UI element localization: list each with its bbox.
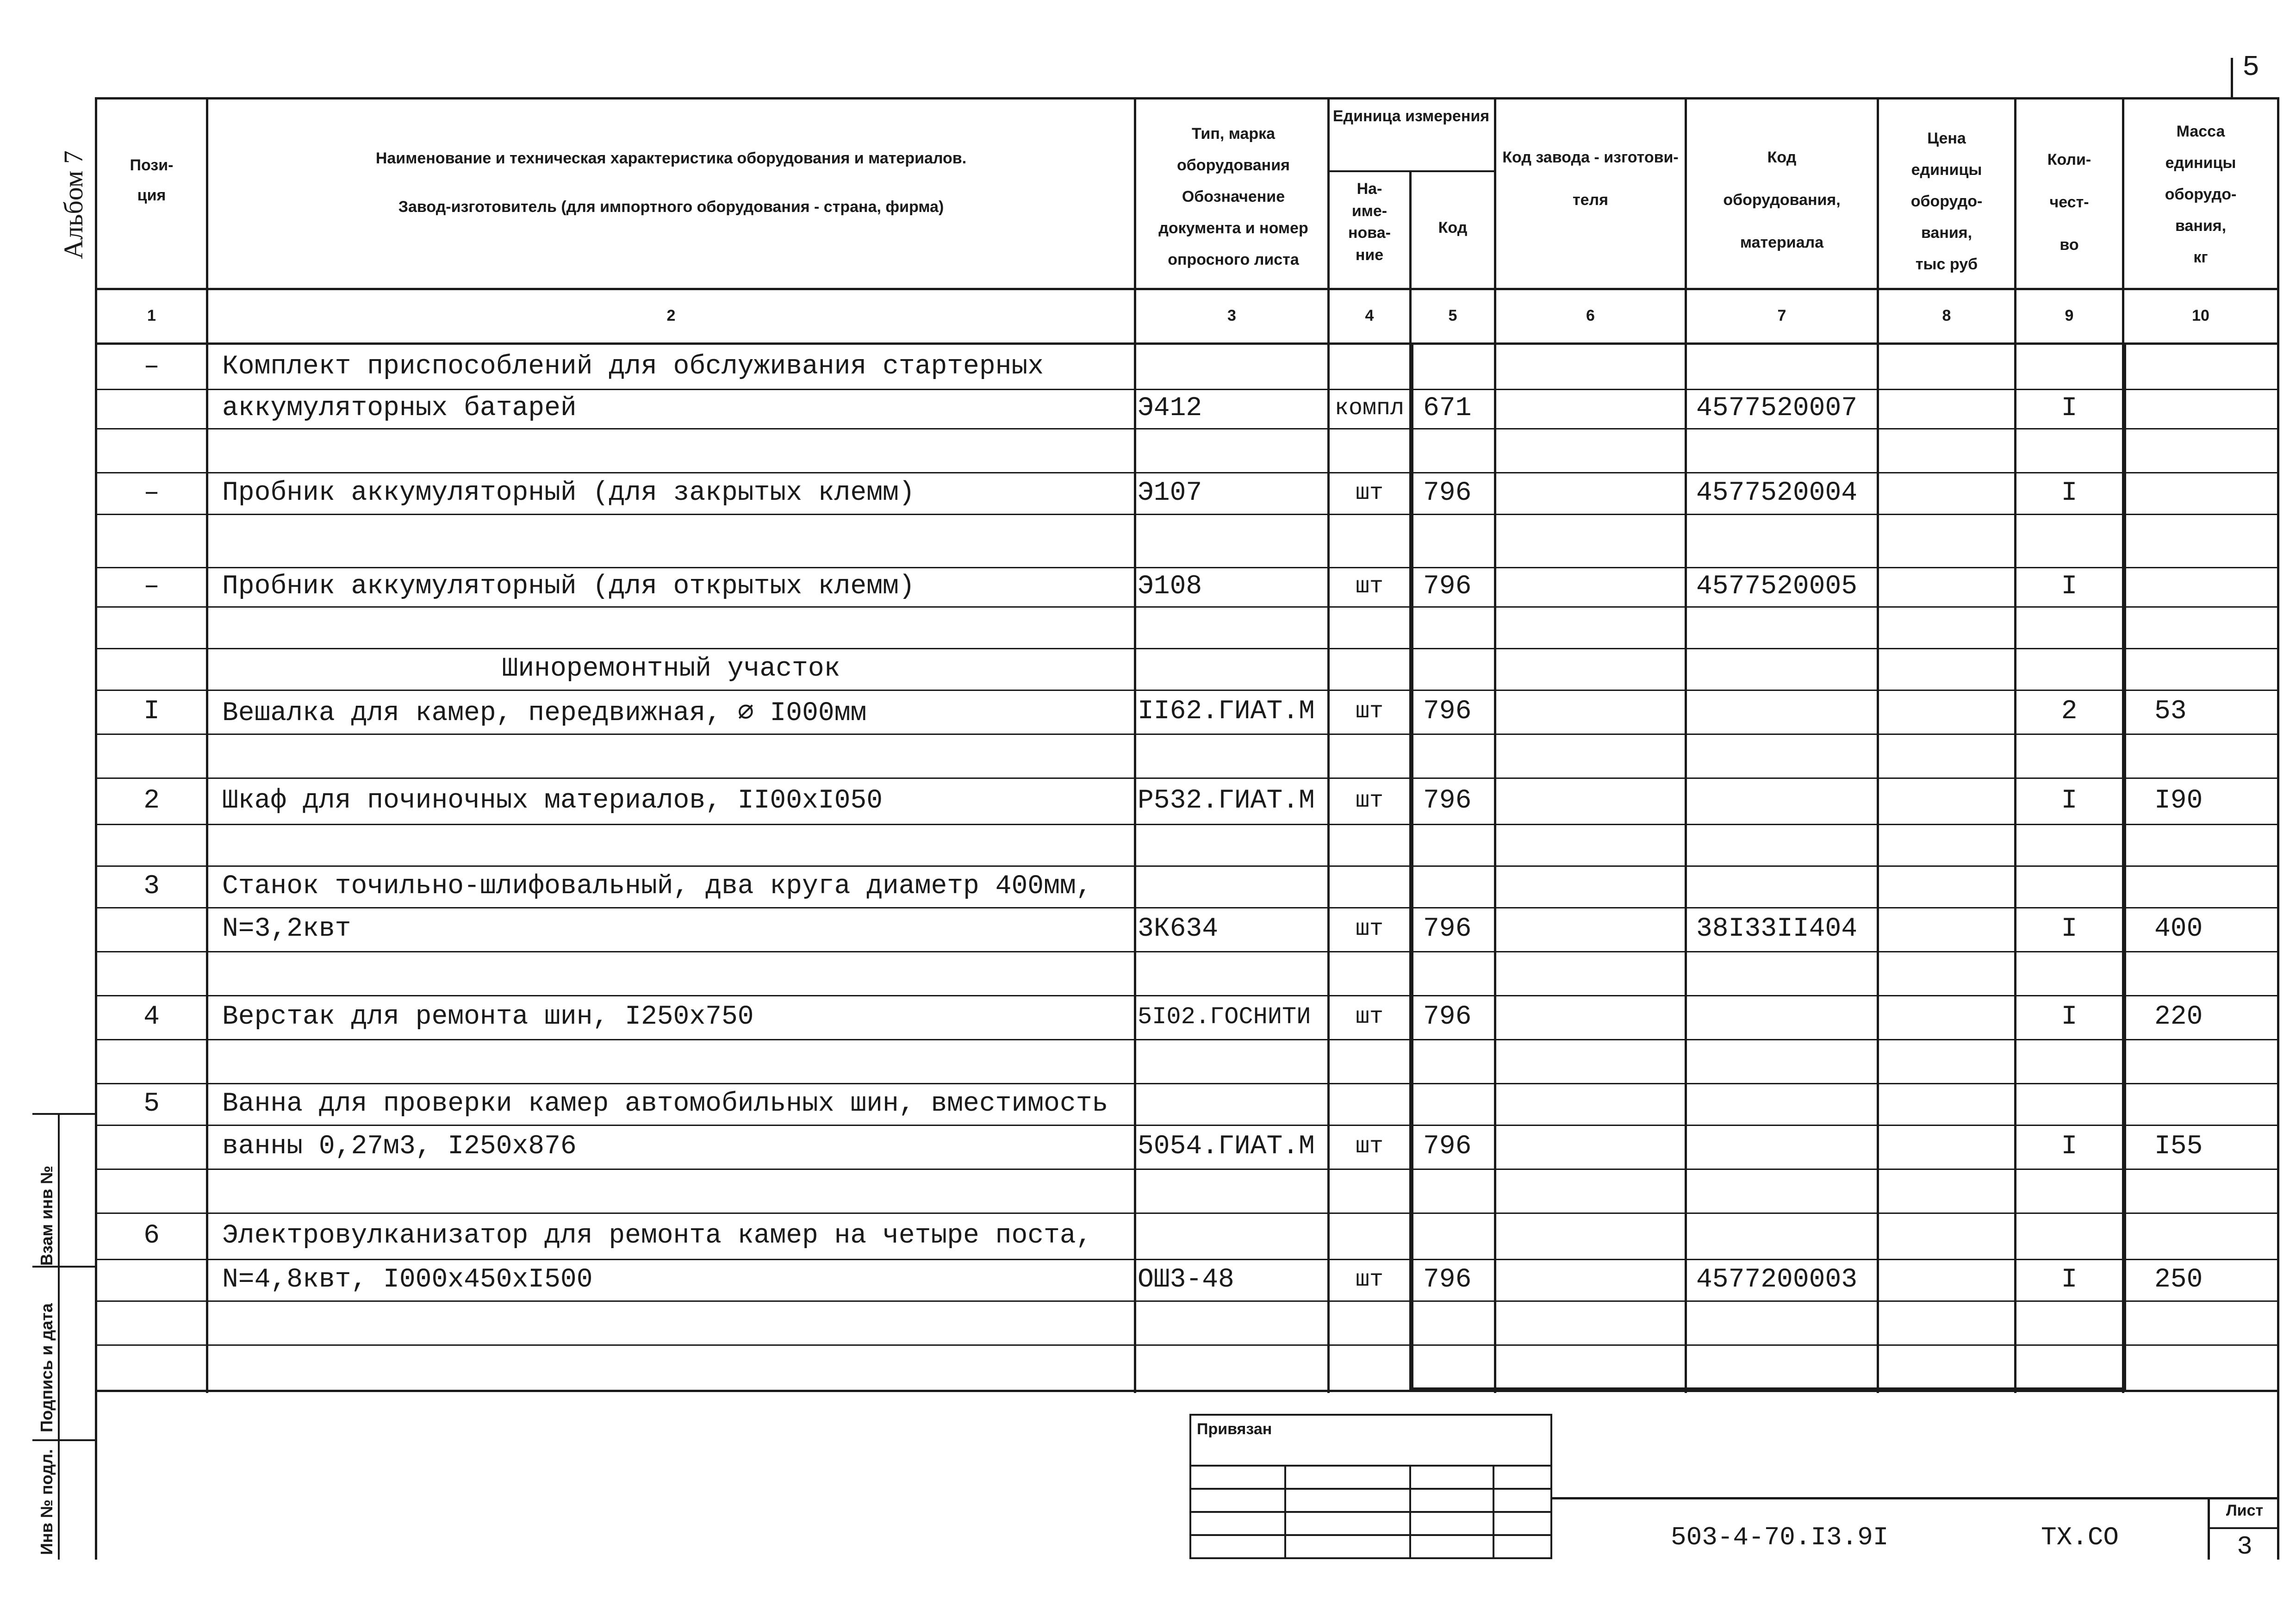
row-separator-pos (95, 824, 206, 825)
cell-pos: I (143, 696, 160, 727)
body-bottom-line (95, 1390, 2279, 1392)
col-sep-7 (1877, 97, 1879, 1393)
album-label: Альбом 7 (58, 150, 88, 259)
cell-code: 796 (1423, 478, 1472, 508)
cell-equip_code (1696, 777, 1877, 824)
cell-equip_code: 4577200003 (1696, 1264, 1858, 1295)
col-sep-6 (1685, 97, 1687, 1393)
row-separator (206, 951, 2279, 952)
cell-mass: 53 (2154, 696, 2187, 727)
cell-pos: 3 (143, 871, 160, 902)
side-line-1 (32, 1113, 97, 1115)
hdr-price: Цена единицы оборудо- вания, тыс руб (1910, 130, 1983, 273)
cell-type: Э412 (1138, 393, 1202, 423)
cell-mass (2154, 865, 2277, 907)
cell-equip_code (1696, 995, 1877, 1039)
frame-right (2277, 97, 2279, 1560)
thick-right (2122, 342, 2126, 1392)
row-separator (206, 1344, 2279, 1346)
cell-code: 796 (1423, 1132, 1472, 1162)
cell-name: Пробник аккумуляторный (для закрытых клемм) (222, 478, 915, 508)
cell-unit: шт (1355, 1004, 1383, 1030)
cell-price (1879, 472, 2014, 514)
row-separator (206, 734, 2279, 735)
colnum-8: 8 (1942, 307, 1951, 324)
sheet-line (2208, 1527, 2279, 1529)
frame-top (95, 97, 2279, 99)
cell-pos: 5 (143, 1088, 160, 1119)
cell-factory (1496, 690, 1685, 734)
col-sep-3 (1327, 97, 1330, 1393)
cell-factory (1496, 389, 1685, 428)
hdr-equip-code: Код оборудования, материала (1723, 149, 1841, 251)
cell-price (1879, 865, 2014, 907)
cell-mass: I90 (2154, 785, 2203, 816)
cell-price (1879, 648, 2014, 690)
row-separator-pos (95, 606, 206, 608)
cell-equip_code (1696, 865, 1877, 907)
cell-type (1138, 1083, 1327, 1125)
hdr-type: Тип, марка оборудования Обозначение документа и номер опросного листа (1158, 125, 1308, 268)
cell-equip_code (1696, 1213, 1877, 1259)
cell-factory (1496, 865, 1685, 907)
cell-qty: I (2061, 393, 2078, 423)
cell-unit: шт (1355, 479, 1383, 506)
cell-price (1879, 995, 2014, 1039)
colnum-3: 3 (1227, 307, 1236, 324)
cell-name: Электровулканизатор для ремонта камер на четыре поста, (222, 1220, 1092, 1251)
cell-code: 796 (1423, 1002, 1472, 1032)
cell-name: Вешалка для камер, передвижная, ∅ I000мм (222, 698, 867, 728)
cell-factory (1496, 995, 1685, 1039)
cell-code: 796 (1423, 1264, 1472, 1295)
cell-factory (1496, 1259, 1685, 1300)
page-number: 5 (2242, 51, 2260, 84)
cell-name: Шкаф для починочных материалов, II00xI050 (222, 785, 883, 816)
cell-factory (1496, 1213, 1685, 1259)
cell-code: 671 (1423, 393, 1472, 423)
colnum-5: 5 (1448, 307, 1457, 324)
cell-type: II62.ГИАТ.М (1138, 696, 1315, 727)
header-bottom-line (95, 288, 2279, 290)
row-separator-pos (95, 951, 206, 952)
colnum-7: 7 (1777, 307, 1786, 324)
cell-qty (2016, 865, 2122, 907)
hdr-factory-code: Код завода - изготови- теля (1502, 149, 1679, 209)
colnum-1: 1 (147, 307, 156, 324)
row-separator-pos (95, 428, 206, 429)
cell-unit (1330, 345, 1409, 389)
stamp-top-line (1550, 1497, 2279, 1499)
cell-pos: 2 (143, 785, 160, 816)
row-separator (206, 606, 2279, 608)
cell-factory (1496, 345, 1685, 389)
cell-factory (1496, 1125, 1685, 1169)
colnum-9: 9 (2065, 307, 2074, 324)
cell-code (1423, 1083, 1493, 1125)
cell-qty: I (2061, 1264, 2078, 1295)
cell-code (1423, 865, 1493, 907)
cell-qty: I (2061, 1002, 2078, 1032)
cell-mass: I55 (2154, 1132, 2203, 1162)
cell-equip_code: 4577520007 (1696, 393, 1858, 423)
cell-name: Ванна для проверки камер автомобильных шин, вместимость (222, 1088, 1108, 1119)
cell-price (1879, 1259, 2014, 1300)
side-inv-replace: Взам инв № (37, 1165, 56, 1266)
cell-type (1138, 865, 1327, 907)
cell-price (1879, 1213, 2014, 1259)
cell-code (1423, 345, 1493, 389)
page-number-tick (2231, 58, 2233, 99)
cell-unit: компл (1334, 395, 1405, 422)
row-separator (206, 824, 2279, 825)
cell-name: Шиноремонтный участок (502, 653, 840, 684)
cell-type: 5I02.ГОСНИТИ (1138, 1003, 1311, 1031)
cell-type: 3К634 (1138, 914, 1219, 944)
cell-price (1879, 345, 2014, 389)
cell-type: ОШ3-48 (1138, 1264, 1234, 1295)
doc-code: 503-4-70.I3.9I (1671, 1523, 1889, 1552)
hdr-name-line1: Наименование и техническая характеристика оборудования и материалов. (375, 149, 967, 167)
thick-left (1409, 342, 1413, 1392)
colnum-6: 6 (1586, 307, 1595, 324)
col-sep-2 (1134, 97, 1136, 1393)
cell-qty (2016, 648, 2122, 690)
cell-pos: – (143, 572, 160, 602)
colnum-10: 10 (2192, 307, 2209, 324)
cell-price (1879, 690, 2014, 734)
cell-mass (2154, 345, 2277, 389)
cell-name: Комплект приспособлений для обслуживания стартерных (222, 352, 1044, 382)
cell-pos: 6 (143, 1220, 160, 1251)
cell-name: аккумуляторных батарей (222, 393, 577, 423)
cell-pos (97, 1259, 206, 1300)
cell-price (1879, 389, 2014, 428)
hdr-position: Пози- ция (130, 156, 174, 204)
cell-pos: 4 (143, 1002, 160, 1032)
cell-unit: шт (1355, 1133, 1383, 1160)
cell-equip_code (1696, 1083, 1877, 1125)
hdr-unit-group: Единица измерения (1332, 107, 1490, 125)
cell-unit (1330, 1213, 1409, 1259)
section-code: ТХ.СО (2041, 1523, 2119, 1552)
cell-equip_code: 4577520004 (1696, 478, 1858, 508)
cell-unit: шт (1355, 1266, 1383, 1293)
colnum-2: 2 (666, 307, 676, 324)
cell-type: Р532.ГИАТ.М (1138, 785, 1315, 816)
cell-unit: шт (1355, 573, 1383, 600)
cell-code (1423, 1213, 1493, 1259)
cell-qty (2016, 345, 2122, 389)
row-separator (206, 1169, 2279, 1170)
col-sep-1 (206, 97, 208, 1393)
cell-pos: – (143, 352, 160, 382)
cell-type (1138, 345, 1327, 389)
cell-equip_code (1696, 1125, 1877, 1169)
cell-type: Э107 (1138, 478, 1202, 508)
cell-type: Э108 (1138, 572, 1202, 602)
cell-pos (97, 648, 206, 690)
cell-equip_code: 4577520005 (1696, 572, 1858, 602)
hdr-name-line2: Завод-изготовитель (для импортного оборудования - страна, фирма) (398, 198, 944, 216)
cell-price (1879, 1125, 2014, 1169)
cell-unit (1330, 865, 1409, 907)
cell-qty: I (2061, 572, 2078, 602)
cell-mass (2154, 472, 2277, 514)
cell-pos: – (143, 478, 160, 508)
cell-type (1138, 1213, 1327, 1259)
sheet-label: Лист (2226, 1502, 2264, 1519)
cell-factory (1496, 907, 1685, 951)
row-separator-pos (95, 514, 206, 515)
cell-pos (97, 1125, 206, 1169)
cell-code: 796 (1423, 696, 1472, 727)
cell-equip_code (1696, 690, 1877, 734)
cell-mass (2154, 1213, 2277, 1259)
cell-qty (2016, 1083, 2122, 1125)
cell-name: ванны 0,27м3, I250x876 (222, 1132, 577, 1162)
cell-mass: 250 (2154, 1264, 2203, 1295)
cell-factory (1496, 777, 1685, 824)
cell-mass (2154, 567, 2277, 606)
side-sign-date: Подпись и дата (37, 1303, 56, 1432)
colnum-4: 4 (1365, 307, 1374, 324)
cell-price (1879, 777, 2014, 824)
hdr-unit-name: На- име- нова- ние (1348, 180, 1391, 264)
cell-code: 796 (1423, 914, 1472, 944)
cell-factory (1496, 1083, 1685, 1125)
bound-stamp (1189, 1414, 1552, 1559)
cell-name: N=4,8квт, I000x450xI500 (222, 1264, 593, 1295)
cell-code: 796 (1423, 572, 1472, 602)
cell-mass: 220 (2154, 1002, 2203, 1032)
cell-equip_code: 38I33II404 (1696, 914, 1858, 944)
cell-price (1879, 1083, 2014, 1125)
cell-qty (2016, 1213, 2122, 1259)
cell-mass (2154, 1083, 2277, 1125)
cell-name: N=3,2квт (222, 914, 351, 944)
cell-name: Верстак для ремонта шин, I250x750 (222, 1002, 754, 1032)
cell-pos (97, 907, 206, 951)
cell-factory (1496, 472, 1685, 514)
hdr-qty: Коли- чест- во (2047, 151, 2091, 254)
cell-code (1423, 648, 1493, 690)
row-separator-pos (95, 734, 206, 735)
cell-code: 796 (1423, 785, 1472, 816)
cell-unit (1330, 648, 1409, 690)
cell-mass (2154, 389, 2277, 428)
row-separator (206, 514, 2279, 515)
cell-name: Станок точильно-шлифовальный, два круга диаметр 400мм, (222, 871, 1092, 902)
row-separator-pos (95, 1169, 206, 1170)
cell-equip_code (1696, 648, 1877, 690)
row-separator-pos (95, 1300, 206, 1302)
sheet-number: 3 (2237, 1532, 2252, 1561)
cell-unit: шт (1355, 698, 1383, 725)
cell-qty: I (2061, 785, 2078, 816)
cell-type (1138, 648, 1327, 690)
cell-equip_code (1696, 345, 1877, 389)
cell-factory (1496, 567, 1685, 606)
cell-unit (1330, 1083, 1409, 1125)
cell-qty: I (2061, 478, 2078, 508)
row-separator (206, 428, 2279, 429)
cell-unit: шт (1355, 787, 1383, 814)
cell-pos (97, 389, 206, 428)
cell-price (1879, 907, 2014, 951)
cell-factory (1496, 648, 1685, 690)
cell-mass (2154, 648, 2277, 690)
row-separator (206, 1300, 2279, 1302)
cell-price (1879, 567, 2014, 606)
row-separator-pos (95, 1039, 206, 1040)
side-inv-orig: Инв № подл. (37, 1449, 56, 1555)
bound-label: Привязан (1197, 1420, 1272, 1438)
hdr-mass: Масса единицы оборудо- вания, кг (2165, 123, 2237, 266)
row-separator (206, 1039, 2279, 1040)
col-sep-5 (1494, 97, 1496, 1393)
cell-qty: I (2061, 914, 2078, 944)
cell-qty: I (2061, 1132, 2078, 1162)
side-line-2 (32, 1266, 97, 1268)
cell-unit: шт (1355, 916, 1383, 942)
side-line-v (58, 1113, 60, 1560)
cell-name: Пробник аккумуляторный (для открытых клемм) (222, 572, 915, 602)
side-line-3 (32, 1439, 97, 1441)
col-sep-8 (2014, 97, 2016, 1393)
hdr-unit-code: Код (1438, 219, 1468, 236)
row-separator-pos (95, 1344, 206, 1346)
cell-qty: 2 (2061, 696, 2078, 727)
cell-mass: 400 (2154, 914, 2203, 944)
cell-type: 5054.ГИАТ.М (1138, 1132, 1315, 1162)
